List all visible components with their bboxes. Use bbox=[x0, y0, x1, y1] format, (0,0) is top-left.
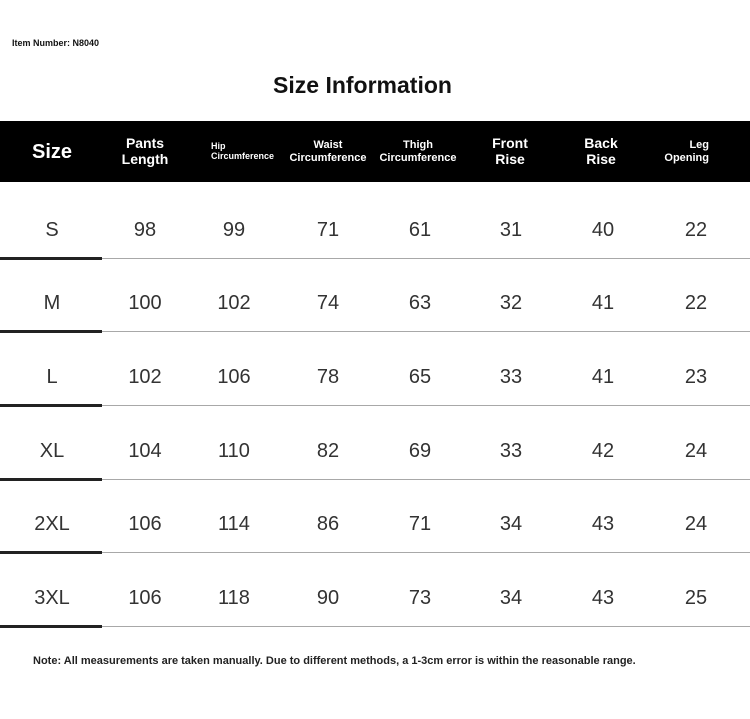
header-pants-length: Pants Length bbox=[121, 135, 169, 167]
cell-back-rise: 43 bbox=[591, 586, 615, 609]
cell-pants-length: 102 bbox=[128, 365, 162, 388]
table-header bbox=[0, 121, 750, 182]
table-row bbox=[0, 349, 750, 422]
measurement-note: Note: All measurements are taken manually. Due to different methods, a 1-3cm error is within the reasonable range. bbox=[33, 655, 636, 667]
cell-front-rise: 33 bbox=[499, 365, 523, 388]
size-underline bbox=[0, 330, 102, 333]
table-row bbox=[0, 202, 750, 275]
header-waist-circumference: Waist Circumference bbox=[289, 139, 367, 164]
cell-thigh: 73 bbox=[408, 586, 432, 609]
cell-leg-opening: 24 bbox=[684, 512, 708, 535]
page-title: Size Information bbox=[273, 72, 452, 98]
header-hip-circumference: Hip Circumference bbox=[211, 140, 275, 161]
header-size: Size bbox=[31, 140, 73, 163]
cell-back-rise: 43 bbox=[591, 512, 615, 535]
header-leg-opening: Leg Opening bbox=[664, 139, 709, 164]
cell-waist: 71 bbox=[316, 218, 340, 241]
header-front-rise: Front Rise bbox=[492, 135, 528, 167]
row-divider bbox=[100, 258, 750, 259]
cell-front-rise: 32 bbox=[499, 291, 523, 314]
table-row bbox=[0, 275, 750, 348]
cell-size: XL bbox=[39, 439, 65, 462]
table-row bbox=[0, 423, 750, 496]
cell-thigh: 63 bbox=[408, 291, 432, 314]
cell-hip: 114 bbox=[218, 512, 250, 535]
cell-thigh: 69 bbox=[408, 439, 432, 462]
table-row bbox=[0, 496, 750, 569]
cell-pants-length: 104 bbox=[128, 439, 162, 462]
cell-thigh: 61 bbox=[408, 218, 432, 241]
cell-leg-opening: 23 bbox=[684, 365, 708, 388]
table-row bbox=[0, 570, 750, 643]
cell-waist: 78 bbox=[316, 365, 340, 388]
cell-waist: 82 bbox=[316, 439, 340, 462]
cell-back-rise: 41 bbox=[591, 365, 615, 388]
item-number: Item Number: N8040 bbox=[12, 38, 100, 48]
cell-hip: 102 bbox=[217, 291, 251, 314]
cell-thigh: 71 bbox=[408, 512, 432, 535]
cell-size: S bbox=[45, 218, 59, 241]
cell-hip: 110 bbox=[218, 439, 250, 462]
size-underline bbox=[0, 625, 102, 628]
cell-size: 3XL bbox=[34, 586, 70, 609]
row-divider bbox=[100, 331, 750, 332]
size-underline bbox=[0, 478, 102, 481]
size-underline bbox=[0, 404, 102, 407]
header-thigh-circumference: Thigh Circumference bbox=[379, 139, 457, 164]
cell-front-rise: 34 bbox=[499, 586, 523, 609]
cell-waist: 90 bbox=[316, 586, 340, 609]
cell-waist: 86 bbox=[316, 512, 340, 535]
cell-thigh: 65 bbox=[408, 365, 432, 388]
cell-back-rise: 42 bbox=[591, 439, 615, 462]
row-divider bbox=[100, 552, 750, 553]
cell-leg-opening: 22 bbox=[684, 291, 708, 314]
cell-size: 2XL bbox=[34, 512, 70, 535]
row-divider bbox=[100, 405, 750, 406]
cell-leg-opening: 25 bbox=[684, 586, 708, 609]
cell-leg-opening: 22 bbox=[684, 218, 708, 241]
cell-size: L bbox=[46, 365, 58, 388]
cell-back-rise: 40 bbox=[591, 218, 615, 241]
cell-leg-opening: 24 bbox=[684, 439, 708, 462]
size-underline bbox=[0, 257, 102, 260]
cell-back-rise: 41 bbox=[591, 291, 615, 314]
cell-waist: 74 bbox=[316, 291, 340, 314]
cell-pants-length: 106 bbox=[128, 512, 162, 535]
header-back-rise: Back Rise bbox=[584, 135, 618, 167]
cell-hip: 106 bbox=[217, 365, 251, 388]
cell-front-rise: 33 bbox=[499, 439, 523, 462]
cell-pants-length: 106 bbox=[128, 586, 162, 609]
cell-hip: 99 bbox=[222, 218, 246, 241]
cell-pants-length: 98 bbox=[133, 218, 157, 241]
cell-front-rise: 31 bbox=[499, 218, 523, 241]
cell-size: M bbox=[43, 291, 61, 314]
cell-hip: 118 bbox=[218, 586, 250, 609]
row-divider bbox=[100, 479, 750, 480]
size-underline bbox=[0, 551, 102, 554]
cell-front-rise: 34 bbox=[499, 512, 523, 535]
row-divider bbox=[100, 626, 750, 627]
cell-pants-length: 100 bbox=[128, 291, 162, 314]
